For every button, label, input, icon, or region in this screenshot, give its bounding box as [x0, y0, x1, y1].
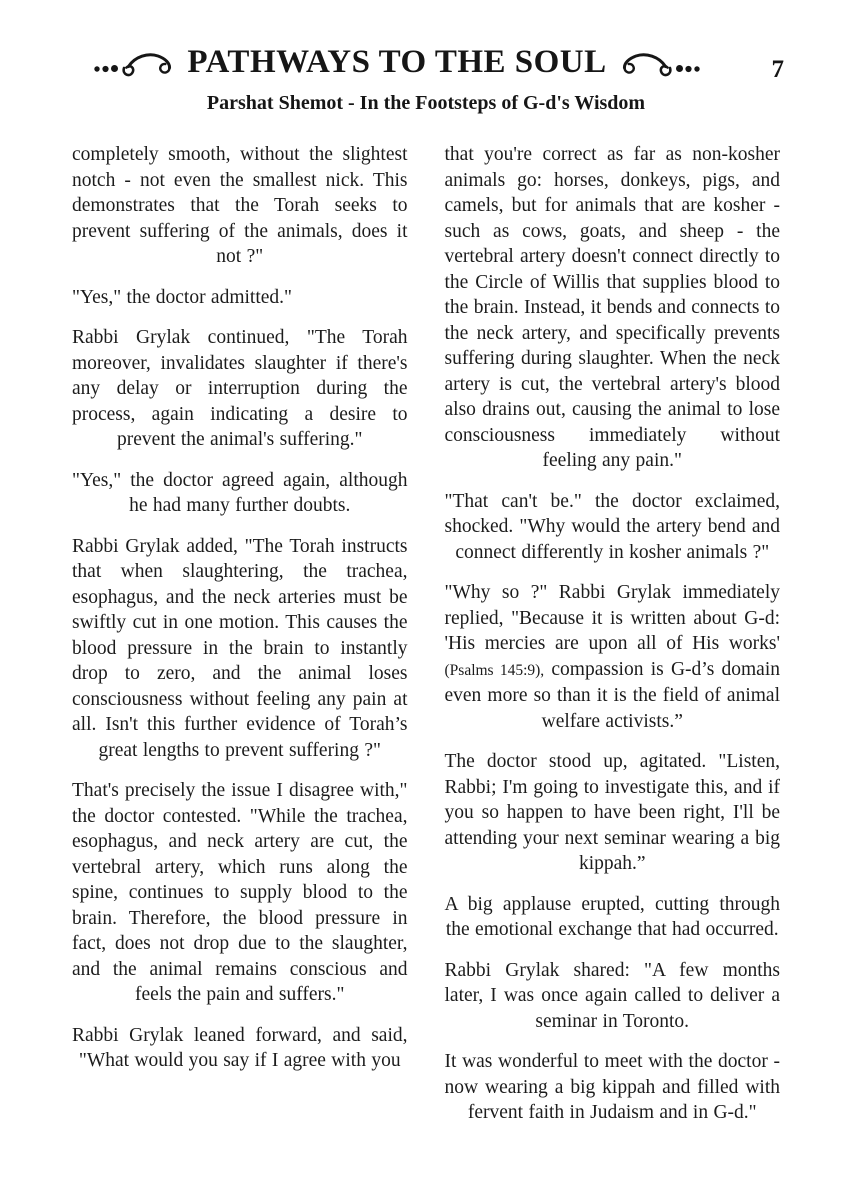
paragraph	[72, 778, 408, 1008]
left-column	[72, 142, 408, 1141]
paragraph	[445, 142, 781, 474]
paragraph	[445, 892, 781, 943]
paragraph-text: completely smooth, without the slightest notch - not even the smallest nick. This demonstrates that the Torah seeks to prevent suffering of the animals, does it not ?"	[72, 144, 408, 267]
paragraph-text: compassion is G-d’s domain even more so than it is the field of animal welfare activists.”	[444, 658, 780, 732]
paragraph	[445, 1049, 781, 1126]
paragraph	[445, 580, 781, 734]
paragraph-text: Rabbi Grylak added, "The Torah instructs that when slaughtering, the trachea, esophagus, and the neck arteries must be swiftly cut in one motion. This causes the blood pressure in the brain to instantly drop to zero, and the animal loses consciousness without feeling any pain at all. Isn't this further evidence of Torah’s great lengths to prevent suffering ?"	[72, 535, 408, 761]
paragraph-text: It was wonderful to meet with the doctor - now wearing a big kippah and filled with fervent faith in Judaism and in G-d."	[444, 1051, 780, 1123]
page-subtitle: Parshat Shemot - In the Footsteps of G-d's Wisdom	[206, 92, 646, 114]
paragraph	[72, 1023, 408, 1074]
paragraph-text: "Yes," the doctor admitted."	[72, 286, 292, 308]
paragraph-text: Rabbi Grylak shared: "A few months later, I was once again called to deliver a seminar in Toronto.	[444, 959, 780, 1032]
page-title: PATHWAYS TO THE SOUL	[187, 44, 607, 80]
paragraph-text: A big applause erupted, cutting through the emotional exchange that had occurred.	[444, 893, 780, 940]
paragraph-text: that you're correct as far as non-kosher animals go: horses, donkeys, pigs, and camels, but for animals that are kosher - such as cows, goats, and sheep - the vertebral artery doesn't connect directly to the Circle of Willis that supplies blood to the brain. Instead, it bends and connects to the neck artery, and specifically prevents suffering during slaughter. When the neck artery is cut, the vertebral artery's blood also drains out, causing the animal to lose consciousness immediately without feeling any pain."	[444, 144, 780, 471]
page-header	[72, 44, 784, 115]
paragraph-text: Rabbi Grylak continued, "The Torah moreover, invalidates slaughter if there's any delay or interruption during the process, again indicating a desire to prevent the animal's suffering."	[72, 327, 408, 450]
title-row	[72, 44, 722, 81]
flourish-right-icon	[617, 48, 703, 78]
paragraph-text: "Yes," the doctor agreed again, although he had many further doubts.	[72, 469, 408, 516]
paragraph	[72, 468, 408, 519]
article-body	[72, 142, 780, 1141]
paragraph-text: That's precisely the issue I disagree with," the doctor contested. "While the trachea, esophagus, and neck artery are cut, the vertebral artery, which runs along the spine, continues to supply blood to the brain. Therefore, the blood pressure in fact, does not drop due to the slaughter, and the animal remains conscious and feels the pain and suffers."	[72, 780, 408, 1005]
page-number: 7	[771, 56, 784, 83]
paragraph	[72, 142, 408, 270]
paragraph	[445, 958, 781, 1035]
flourish-left-icon	[91, 48, 177, 78]
citation-text: (Psalms 145:9),	[444, 661, 545, 679]
paragraph	[445, 489, 781, 566]
paragraph	[72, 534, 408, 764]
paragraph	[72, 285, 408, 311]
paragraph-text: Rabbi Grylak leaned forward, and said, "What would you say if I agree with you	[72, 1024, 408, 1071]
paragraph	[445, 749, 781, 877]
right-column	[445, 142, 781, 1141]
paragraph	[72, 325, 408, 453]
paragraph-text: "Why so ?" Rabbi Grylak immediately replied, "Because it is written about G-d: 'His mercies are upon all of His works'	[444, 582, 780, 654]
paragraph-text: "That can't be." the doctor exclaimed, shocked. "Why would the artery bend and connect differently in kosher animals ?"	[444, 490, 780, 563]
paragraph-text: The doctor stood up, agitated. "Listen, Rabbi; I'm going to investigate this, and if you so happen to have been right, I'll be attending your next seminar wearing a big kippah.”	[444, 751, 780, 874]
